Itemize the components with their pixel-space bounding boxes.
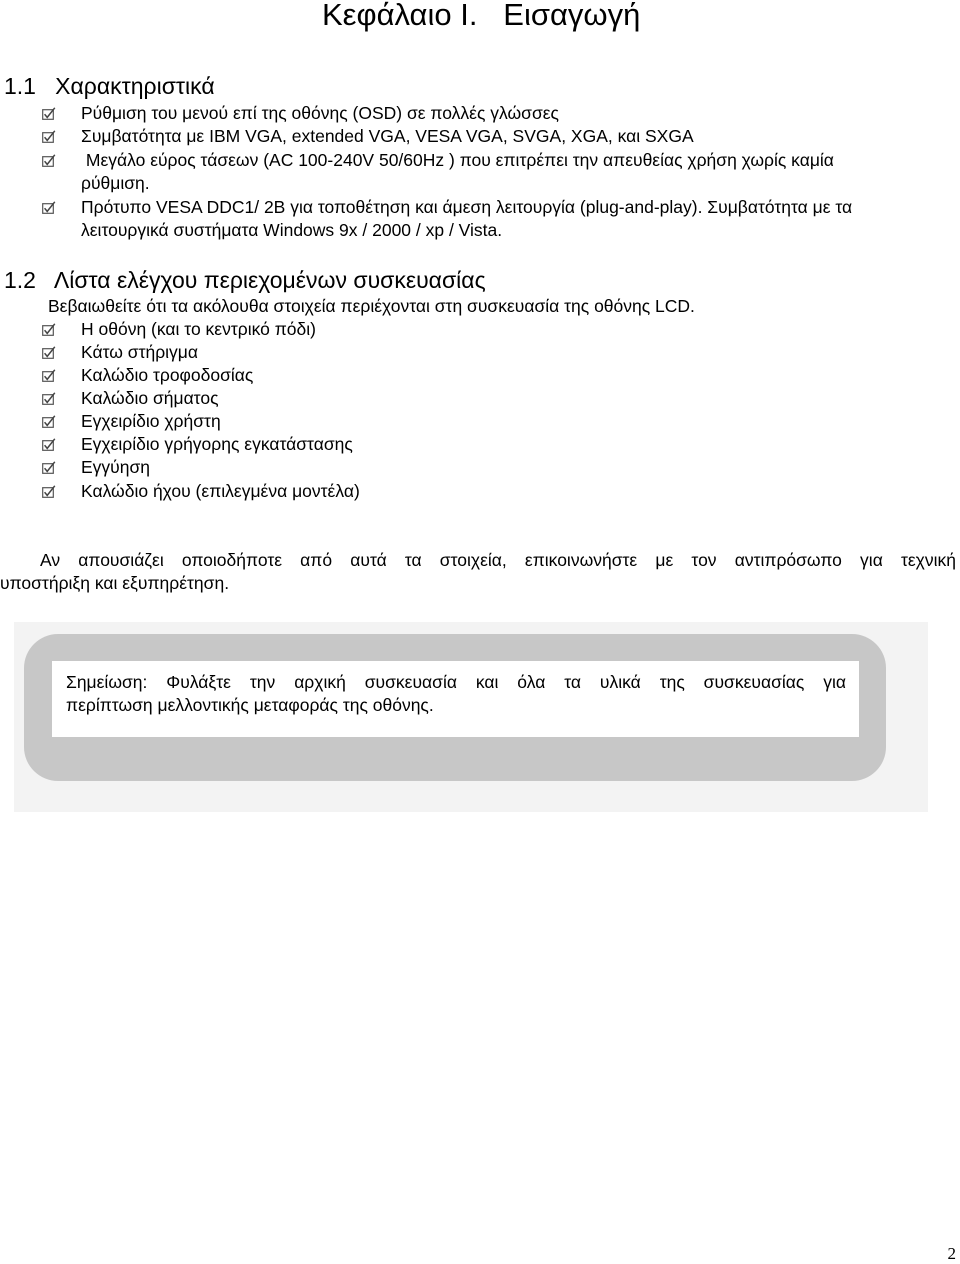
checkbox-icon [42,392,56,405]
feature-item-continuation: ρύθμιση. [81,173,150,193]
checklist-intro: Βεβαιωθείτε ότι τα ακόλουθα στοιχεία περιέχονται στη συσκευασία της οθόνης LCD. [48,296,695,316]
checkbox-icon [42,201,56,214]
checkbox-icon [42,415,56,428]
feature-item-text: Πρότυπο VESA DDC1/ 2B για τοποθέτηση και άμεση λειτουργία (plug-and-play). Συμβατότητα με τα [81,197,853,217]
checkbox-icon [42,369,56,382]
checkbox-icon [42,438,56,451]
page-number: 2 [947,1244,956,1263]
checklist-item-text: Εγχειρίδιο γρήγορης εγκατάστασης [81,434,353,454]
note-box [52,661,859,737]
section-heading-package-checklist: 1.2 Λίστα ελέγχου περιεχομένων συσκευασίας [4,267,486,293]
note-line: περίπτωση μελλοντικής μεταφοράς της οθόνης. [66,695,434,715]
feature-item-continuation: λειτουργικά συστήματα Windows 9x / 2000 / xp / Vista. [81,220,503,240]
feature-item-text: Ρύθμιση του μενού επί της οθόνης (OSD) σε πολλές γλώσσες [81,103,559,123]
contact-paragraph [0,549,956,595]
checkbox-icon [42,323,56,336]
chapter-title: Κεφάλαιο Ι. Εισαγωγή [322,0,641,32]
checkbox-icon [42,485,56,498]
checkbox-icon [42,107,56,120]
checklist-item-text: Εγγύηση [81,457,151,477]
checklist-item-text: Καλώδιο τροφοδοσίας [81,365,254,385]
contact-line: υποστήριξη και εξυπηρέτηση. [0,573,230,593]
checkbox-icon [42,461,56,474]
contact-line: Αν απουσιάζει οποιοδήποτε από αυτά τα στοιχεία, επικοινωνήστε με τον αντιπρόσωπο για τεχνική [40,550,956,570]
checklist-item-text: Καλώδιο ήχου (επιλεγμένα μοντέλα) [81,481,360,501]
section-heading-features: 1.1 Χαρακτηριστικά [4,73,215,99]
feature-item-text: Συμβατότητα με IBM VGA, extended VGA, VESA VGA, SVGA, XGA, και SXGA [81,126,694,146]
checkbox-icon [42,130,56,143]
checklist-item-text: Εγχειρίδιο χρήστη [81,411,221,431]
checklist-item-text: Καλώδιο σήματος [81,388,219,408]
note-line: Σημείωση: Φυλάξτε την αρχική συσκευασία και όλα τα υλικά της συσκευασίας για [66,672,846,692]
feature-item-text: Μεγάλο εύρος τάσεων (AC 100-240V 50/60Hz ) που επιτρέπει την απευθείας χρήση χωρίς καμία [81,150,834,170]
checkbox-icon [42,154,56,167]
checklist-item-text: Κάτω στήριγμα [81,342,199,362]
checklist-item-text: Η οθόνη (και το κεντρικό πόδι) [81,319,316,339]
checkbox-icon [42,346,56,359]
note-text [66,671,846,717]
